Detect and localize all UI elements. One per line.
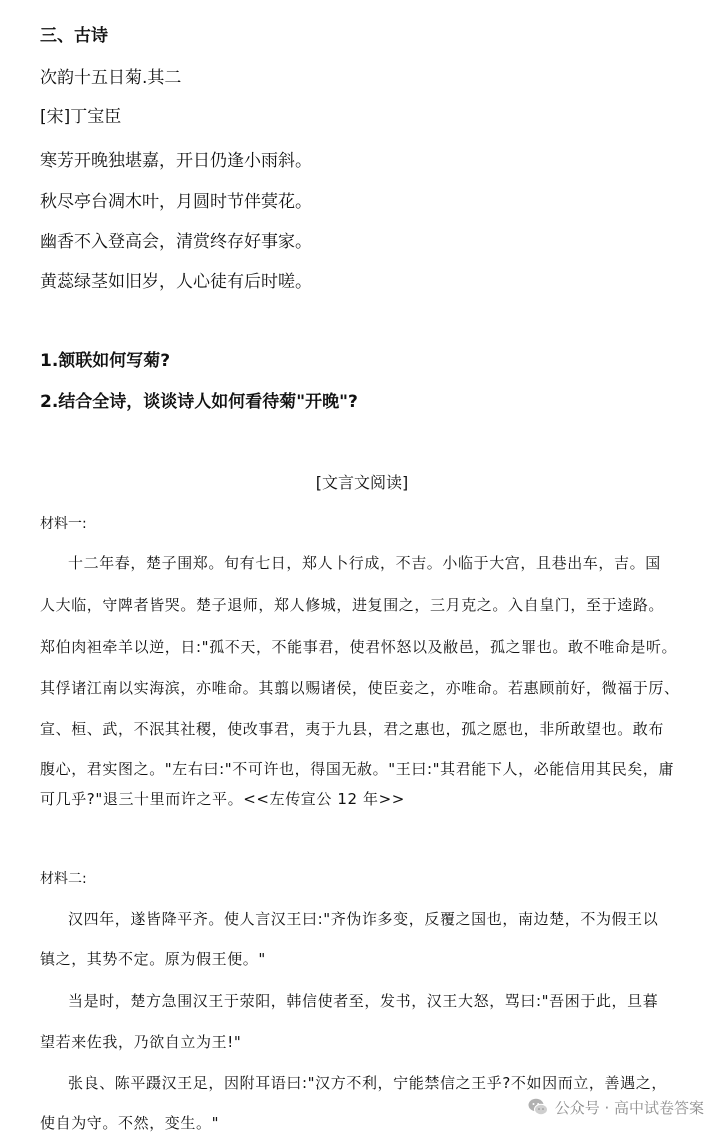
material2-line: 汉四年，遂皆降平齐。使人言汉王曰:"齐伪诈多变，反覆之国也，南边楚，不为假王以 [68,910,659,928]
watermark-text: 公众号 · 高中试卷答案 [554,1098,704,1117]
poem-line: 黄蕊绿茎如旧岁，人心徒有后时嗟。 [40,272,312,292]
material1-line: 十二年春，楚子围郑。旬有七日，郑人卜行成，不吉。小临于大宫，且巷出车，吉。国 [68,554,661,572]
material1-line: 可几乎?"退三十里而许之平。<<左传宣公 12 年>> [40,790,405,808]
wechat-icon [527,1096,549,1118]
material1-line: 其俘诸江南以实海滨，亦唯命。其翦以赐诸侯，使臣妾之，亦唯命。若惠顾前好，微福于厉、 [40,679,680,697]
material2-line: 望若来佐我，乃欲自立为王!" [40,1033,242,1051]
watermark [527,1096,704,1118]
section-heading-poem: 三、古诗 [40,26,108,46]
material2-line: 镇之，其势不定。原为假王便。" [40,950,266,968]
section-title-classical: [文言文阅读] [315,473,409,492]
material1-line: 腹心，君实图之。"左右曰:"不可许也，得国无赦。"王曰:"其君能下人，必能信用其民矣，庸 [40,760,675,778]
material1-line: 宣、桓、武，不泯其社稷，使改事君，夷于九县，君之惠也，孤之愿也，非所敢望也。敢布 [40,720,665,738]
material2-label: 材料二: [40,871,87,887]
material1-label: 材料一: [40,516,87,532]
poem-author: [宋]丁宝臣 [40,107,122,127]
material2-line: 使自为守。不然，变生。" [40,1114,220,1132]
material1-line: 人大临，守陴者皆哭。楚子退师，郑人修城，进复围之，三月克之。入自皇门，至于逵路。 [40,596,665,614]
material2-line: 当是时，楚方急围汉王于荥阳，韩信使者至，发书，汉王大怒，骂曰:"吾困于此，旦暮 [68,992,659,1010]
poem-line: 寒芳开晚独堪嘉，开日仍逢小雨斜。 [40,151,312,171]
question-item: 2.结合全诗，谈谈诗人如何看待菊"开晚"? [40,392,358,412]
material1-line: 郑伯肉袒牵羊以逆，日:"孤不天，不能事君，使君怀怒以及敝邑，孤之罪也。敢不唯命是听。 [40,638,678,656]
poem-title: 次韵十五日菊.其二 [40,68,182,88]
question-item: 1.颔联如何写菊? [40,351,171,371]
material2-line: 张良、陈平蹑汉王足，因附耳语曰:"汉方不利，宁能禁信之王乎?不如因而立，善遇之， [68,1074,667,1092]
poem-line: 秋尽亭台凋木叶，月圆时节伴蓂花。 [40,192,312,212]
poem-line: 幽香不入登高会，清赏终存好事家。 [40,232,312,252]
